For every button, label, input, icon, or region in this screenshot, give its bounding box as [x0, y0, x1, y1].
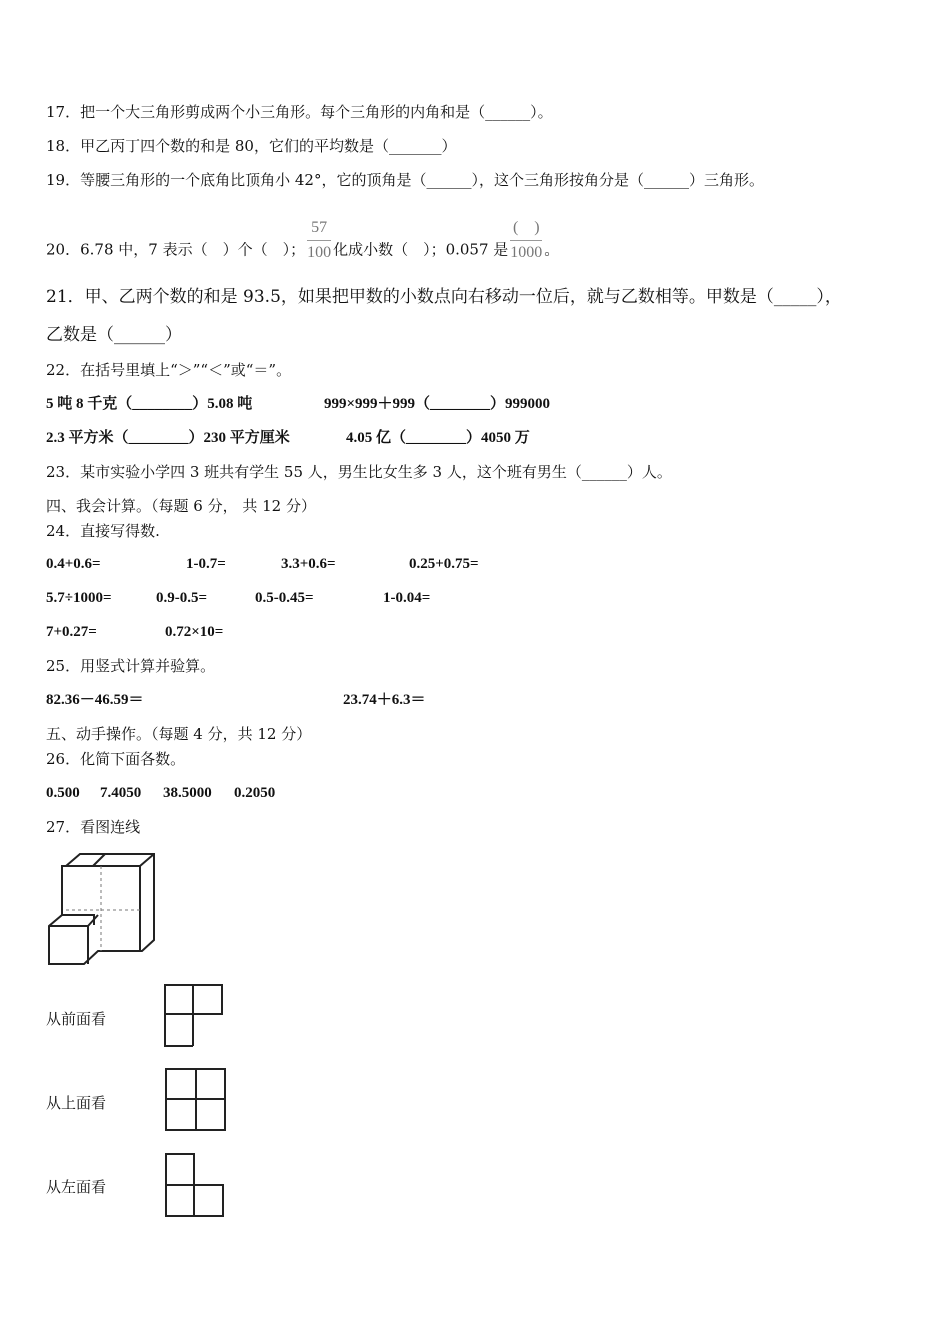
- question-25-title: 25．用竖式计算并验算。: [46, 657, 216, 675]
- calc-item: 1-0.7=: [186, 556, 226, 572]
- top-view-figure: [164, 1067, 228, 1133]
- compare-item: 5 吨 8 千克（________）5.08 吨: [46, 396, 253, 412]
- simplify-item: 7.4050: [100, 785, 142, 801]
- q20-part3: 。: [544, 240, 560, 259]
- calc-item: 0.4+0.6=: [46, 556, 101, 572]
- fraction-57-100: [307, 219, 331, 262]
- calc-item: 1-0.04=: [383, 590, 431, 606]
- question-17: 17．把一个大三角形剪成两个小三角形。每个三角形的内角和是（______）。: [46, 103, 553, 121]
- calc-item: 0.9-0.5=: [156, 590, 208, 606]
- section-4-heading: 四、我会计算。（每题 6 分， 共 12 分）: [46, 497, 316, 515]
- simplify-item: 0.2050: [234, 785, 276, 801]
- simplify-item: 0.500: [46, 785, 80, 801]
- fraction-blank-1000: [510, 219, 542, 262]
- fraction-numerator: ( ): [512, 219, 540, 236]
- question-21-line1: 21．甲、乙两个数的和是 93.5，如果把甲数的小数点向右移动一位后，就与乙数相等。甲数是（_____），: [46, 287, 842, 307]
- q20-part1: 20．6.78 中，7 表示（ ）个（ ）；: [46, 240, 306, 259]
- fraction-numerator: 57: [311, 219, 328, 236]
- q20-part2: 化成小数（ ）；0.057 是: [333, 240, 509, 259]
- calc-item: 0.5-0.45=: [255, 590, 314, 606]
- question-26-title: 26．化简下面各数。: [46, 750, 186, 768]
- fraction-denominator: 1000: [510, 244, 543, 261]
- view-label-front: 从前面看: [46, 1010, 107, 1028]
- section-5-heading: 五、动手操作。（每题 4 分，共 12 分）: [46, 725, 312, 743]
- question-21-line2: 乙数是（______）: [46, 325, 182, 345]
- simplify-item: 38.5000: [163, 785, 212, 801]
- front-view-figure: [163, 983, 225, 1049]
- question-24-title: 24．直接写得数.: [46, 522, 160, 540]
- question-20: [46, 219, 560, 272]
- question-22-title: 22．在括号里填上“＞”“＜”或“＝”。: [46, 361, 292, 379]
- question-27-title: 27．看图连线: [46, 818, 141, 836]
- vertical-calc-item: 23.74＋6.3＝: [343, 692, 426, 708]
- cube-stack-figure: [44, 850, 159, 970]
- calc-item: 5.7÷1000=: [46, 590, 112, 606]
- question-18: 18．甲乙丙丁四个数的和是 80，它们的平均数是（_______）: [46, 137, 457, 155]
- calc-item: 3.3+0.6=: [281, 556, 336, 572]
- question-23: 23．某市实验小学四 3 班共有学生 55 人，男生比女生多 3 人，这个班有男生（______）人。: [46, 463, 672, 481]
- view-label-left: 从左面看: [46, 1178, 107, 1196]
- compare-item: 4.05 亿（________）4050 万: [346, 430, 530, 446]
- vertical-calc-item: 82.36－46.59＝: [46, 692, 144, 708]
- left-view-figure: [164, 1151, 226, 1219]
- view-label-top: 从上面看: [46, 1094, 107, 1112]
- fraction-denominator: 100: [307, 244, 332, 261]
- calc-item: 7+0.27=: [46, 624, 97, 640]
- calc-item: 0.72×10=: [165, 624, 224, 640]
- compare-item: 2.3 平方米（________）230 平方厘米: [46, 430, 290, 446]
- question-19: 19．等腰三角形的一个底角比顶角小 42°，它的顶角是（______），这个三角形按角分是（______）三角形。: [46, 171, 764, 189]
- compare-item: 999×999＋999（________）999000: [324, 396, 551, 412]
- calc-item: 0.25+0.75=: [409, 556, 479, 572]
